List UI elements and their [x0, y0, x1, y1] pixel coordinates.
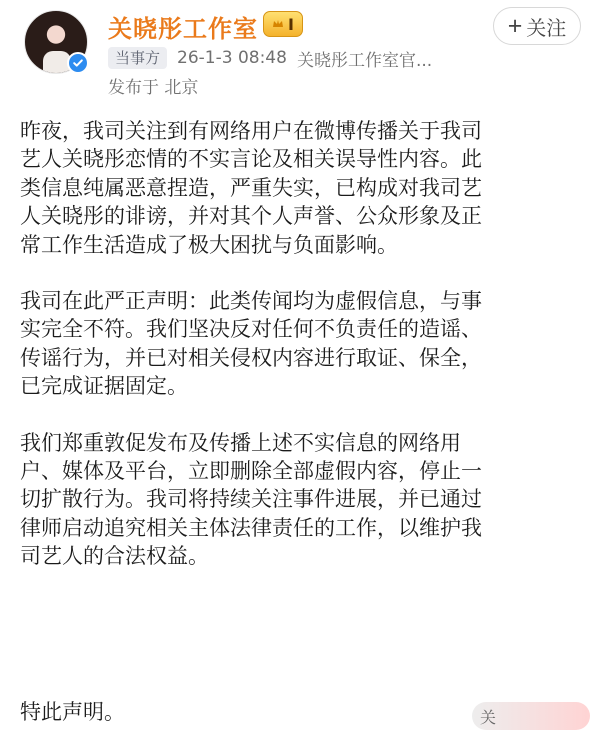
post-meta: [108, 46, 432, 70]
account-name[interactable]: 关晓彤工作室: [108, 15, 258, 43]
crown-icon: [263, 11, 303, 37]
statement-paragraph-3: 我们郑重敦促发布及传播上述不实信息的网络用 户、媒体及平台，立即删除全部虚假内容，停止一 切扩散行为。我司将持续关注事件进展，并已通过 律师启动追究相关主体法律责任的工作，以维护我 司艺人的合法权益。: [20, 430, 482, 569]
statement-closing: 特此声明。: [20, 700, 125, 724]
post-location: 发布于 北京: [108, 78, 199, 98]
post-header: [0, 0, 600, 110]
crown-level: I: [288, 14, 294, 34]
post-timestamp: 26-1-3 08:48: [177, 48, 287, 68]
statement-paragraph-2: 我司在此严正声明：此类传闻均为虚假信息，与事 实完全不符。我们坚决反对任何不负责任的造谣、 传谣行为，并已对相关侵权内容进行取证、保全， 已完成证据固定。: [20, 289, 482, 399]
follow-label: 关注: [526, 17, 567, 40]
statement-paragraph-1: 昨夜，我司关注到有网络用户在微博传播关于我司 艺人关晓彤恋情的不实言论及相关误导性内容。此 类信息纯属恶意捏造，严重失实，已构成对我司艺 人关晓彤的诽谤，并对其个人声誉、公众形象及正 常工作生活造成了极大困扰与负面影响。: [20, 119, 482, 257]
follow-button[interactable]: [493, 7, 581, 45]
plus-icon: +: [507, 11, 523, 40]
status-badge: 当事方: [108, 47, 167, 69]
watermark: [472, 702, 590, 730]
post-source: 关晓彤工作室官...: [296, 50, 433, 71]
post-body: [20, 117, 584, 599]
verified-icon: [67, 52, 89, 74]
watermark-text: 关: [480, 707, 497, 727]
